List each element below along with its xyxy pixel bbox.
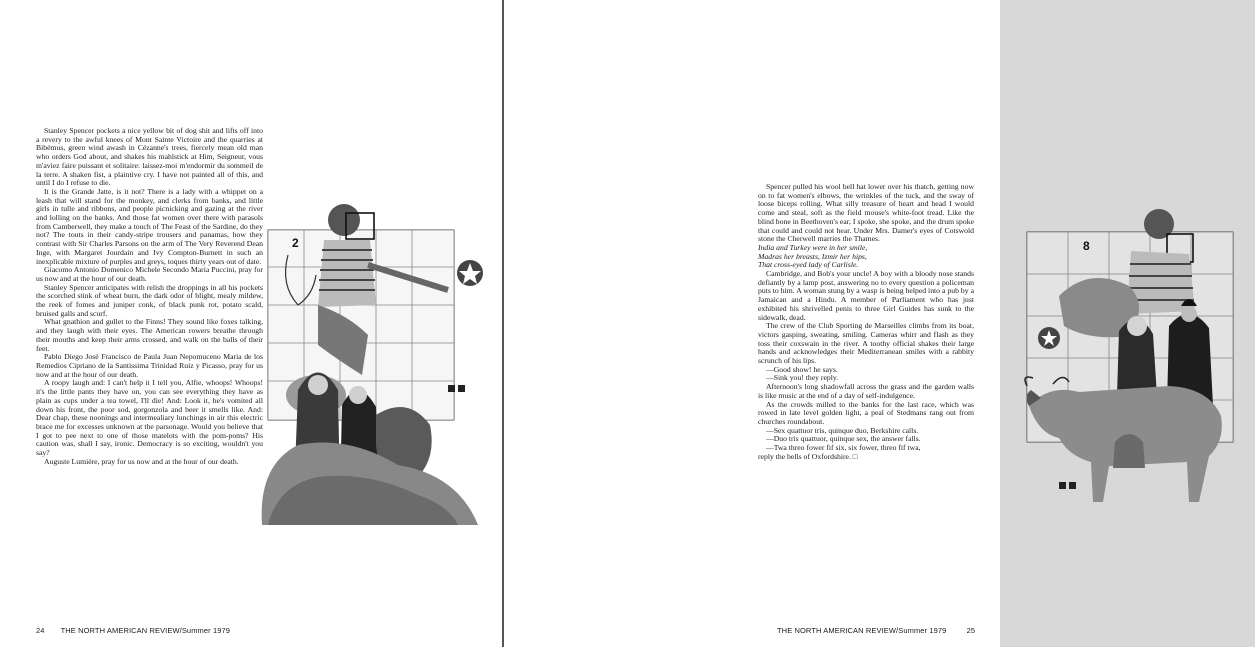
paragraph: A roopy laugh and: I can't help it I tell you, Alfie, whoops! Whoops! it's the little pants they have on, you can see everything they have as plain as cups under a tea towel, I'll die! And: Look it, he's vomited all down his front, the poor sod, gorgonzola and beer it smells like. And: Dear chap, these noonings and intermealiary lunchings in air this electric brace me for excesses unknown at the parsonage. Would you believe that I got to pee next to one of those matelots with the pom-poms? His caution was, shall I say, ironic. Democracy is so exciting, wouldn't you say?: [36, 378, 263, 458]
paragraph: Auguste Lumière, pray for us now and at the hour of our death.: [44, 456, 239, 466]
right-text-column: [758, 183, 974, 462]
paragraph: What gnathion and gullet to the Finns! They sound like foxes talking, and they laugh with their eyes. The American rowers breathe through their mouths and keep their arms crossed, and walk on the balls of their feet.: [36, 317, 263, 353]
paragraph: Stanley Spencer pockets a nice yellow bit of dog shit and lifts off into a revery to the awful knees of Mont Sainte Victoire and the quarries at Bibémus, green wind awash in Cézanne's trees, fiercely mean old man who orders God about, and shakes his mahlstick at Him, Seigneur, vous m'aviez faire puissant et solitaire: laissez-moi m'endormir du sommeil de la terre. A shaken fist, a plaintive cry. I have not painted all of this, and until I do I refuse to die.: [36, 126, 263, 188]
paragraph: Spencer pulled his wool bell hat lower over his thatch, getting now on to fat women's elbows, the wrinkles of the tuck, and the sway of loose biceps rolling. What silly treasure of heart and head I would come and steal, soft as the field mouse's white-foot tread. Like the blind bone in Beethoven's ear, I spoke, she spoke, and the drum spoke that could and could not hear. Under Mrs. Damer's eyes of Cotswold stone the Cherwell marries the Thames.: [758, 182, 974, 244]
paragraph: reply the bells of Oxfordshire. □: [758, 451, 858, 461]
paragraph: It is the Grande Jatte, is it not? There is a lady with a whippet on a leash that will stand for the monkey, and clerks from banks, and little girls in tulle and ribbons, and people picnicking and gazing at the river and lolling on the banks. And those fat women over there with parasols from Camberwell, they make a touch of The Feast of the Sardine, do they not? The touts in their candy-stripe trousers and panamas, how they contrast with Sir Charles Parsons on the arm of The Very Reverend Dean Inge, with Margaret Jourdain and Ivy Compton-Burnett in such an inexplicable mixture of purples and greys, toques thirty years out of date.: [36, 186, 263, 266]
right-page-footer: [777, 626, 975, 635]
paragraph: Stanley Spencer anticipates with relish the droppings in all his pockets the scorched stink of wheat burn, the dark odor of blight, mealy mildew, the reek of fomes and juniper conk, of black punk rot, potato scald, bruised galls and scurf.: [36, 282, 263, 318]
verse-line: India and Turkey were in her smile,: [758, 242, 868, 252]
paragraph: As the crowds milled to the banks for the last race, which was rowed in late level golden light, a peal of Stedmans rang out from churches roundabout.: [758, 399, 974, 426]
collage-illustration-left: [258, 195, 490, 525]
collage-number-right: 8: [1083, 239, 1090, 253]
right-page: [504, 0, 1090, 647]
paragraph: —Duo tris quattuor, quinque sex, the answer falls.: [766, 434, 921, 444]
paragraph: —Sex quattuor tris, quinque duo, Berkshire calls.: [766, 425, 919, 435]
paragraph: —Twa threo fower fif six, six fower, threo fif twa,: [766, 443, 921, 453]
paragraph: Cambridge, and Bob's your uncle! A boy with a bloody nose stands defiantly by a lamp post, answering no to every question a policeman puts to him. A woman stung by a wasp is being helped into a pub by a Jamaican and a Hindu. A member of Parliament who has just exhibited his shrivelled penis to three Girl Guides has sunk to the sidewalk, dead.: [758, 269, 974, 322]
paragraph: —Sink you! they reply.: [766, 373, 839, 383]
right-footer-publication: THE NORTH AMERICAN REVIEW/Summer 1979: [777, 626, 947, 635]
left-footer-publication: THE NORTH AMERICAN REVIEW/Summer 1979: [60, 626, 231, 635]
collage-number-left: 2: [292, 236, 299, 250]
left-page-footer: [36, 626, 230, 635]
left-text-column: [36, 127, 263, 466]
paragraph: Giacomo Antonio Domenico Michele Secondo Maria Puccini, pray for us now and at the hour of our death.: [36, 265, 263, 283]
left-page-number: 24: [36, 626, 45, 635]
paragraph: Pablo Diego José Francisco de Paula Juan Nepomuceno Maria de los Remedios Cipriano de la Santissima Trinidad Ruiz y Picasso, pray for us now and at the hour of our death.: [36, 352, 263, 379]
right-page-number: 25: [966, 626, 976, 635]
collage-illustration-right: [1019, 206, 1255, 506]
left-page: [0, 0, 502, 647]
paragraph: Afternoon's long shadowfall across the grass and the garden walls is like music at the end of a day of self-indulgence.: [758, 382, 974, 400]
verse-line: Madras her breasts, Izmir her hips,: [758, 251, 867, 261]
paragraph: The crew of the Club Sporting de Marseilles climbs from its boat, victors gasping, sweating, smiling. Cameras whirr and flash as they toss their coxswain in the river. A toothy official shakes their large hands and acknowledges their Mediterranean smiles with a rabbity scrunch of his lips.: [758, 321, 974, 366]
paragraph: —Good show! he says.: [766, 364, 838, 374]
verse-block: [758, 244, 974, 270]
verse-line: That cross-eyed lady of Carlisle.: [758, 260, 859, 270]
